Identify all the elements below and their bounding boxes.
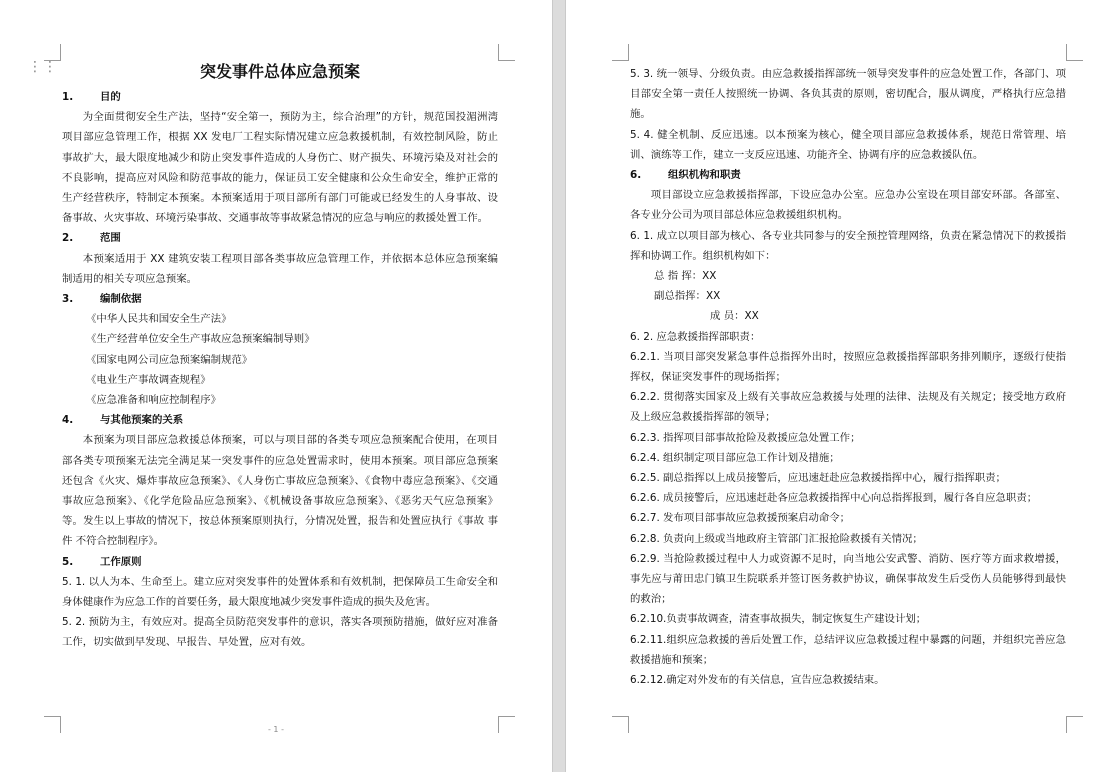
page-margin-corner [1066,44,1083,61]
duty-item: 6.2.10.负责事故调查，清查事故损失，制定恢复生产建设计划； [630,613,927,626]
section-heading: 2. 范围 [62,232,121,245]
org-deputy: 副总指挥：XX [654,290,721,303]
list-item: 《应急准备和响应控制程序》 [86,394,222,407]
document-page-1 [0,0,552,772]
duty-item: 6.2.9. 当抢险救援过程中人力或资源不足时，向当地公安武警、消防、医疗等方面求救增援，事先应与莆田忠门镇卫生院联系并签订医务救护协议，确保事故发生后受伤人员能够得到最快的救治； [630,552,1066,606]
section-heading: 4. 与其他预案的关系 [62,414,184,427]
page-margin-corner [498,44,515,61]
duty-item: 6.2.4. 组织制定项目部应急工作计划及措施； [630,451,840,464]
page-margin-corner [612,44,629,61]
section-heading: 6. 组织机构和职责 [630,169,741,182]
section-heading: 3. 编制依据 [62,293,142,306]
duty-item: 6.2.11.组织应急救援的善后处置工作，总结评议应急救援过程中暴露的问题，并组织完善应急救援措施和预案； [630,633,1066,666]
org-commander: 总 指 挥：XX [654,270,717,283]
list-item: 《中华人民共和国安全生产法》 [86,313,232,326]
page-2-body [630,64,1066,690]
list-item: 《国家电网公司应急预案编制规范》 [86,353,253,366]
org-members: 成 员：XX [710,310,759,323]
paragraph: 5. 3. 统一领导、分级负责。由应急救援指挥部统一领导突发事件的应急处置工作，各部门、项目部安全第一责任人按照统一协调、各负其责的原则，密切配合，服从调度，严格执行应急措施。 [630,68,1066,121]
page-margin-corner [612,716,629,733]
section-heading: 1. 目的 [62,91,121,103]
section-heading: 5. 工作原则 [62,555,142,568]
duty-item: 6.2.6. 成员接警后，应迅速赶赴各应急救援指挥中心向总指挥报到，履行各自应急职责； [630,492,1038,505]
page-1-body [62,60,498,653]
page-margin-corner [1066,716,1083,733]
paragraph: 本预案适用于 XX 建筑安装工程项目部各类事故应急管理工作，并依据本总体应急预案编制适用的相关专项应急预案。 [62,252,498,285]
paragraph: 5. 1. 以人为本、生命至上。建立应对突发事件的处置体系和有效机制，把保障员工生命安全和身体健康作为应急工作的首要任务，最大限度地减少突发事件造成的损失及危害。 [62,575,498,609]
page-margin-corner [498,716,515,733]
duty-item: 6.2.2. 贯彻落实国家及上级有关事故应急救援与处理的法律、法规及有关规定；接受地方政府及上级应急救援指挥部的领导； [630,391,1066,424]
drag-handle-icon[interactable]: ⋮⋮ [28,59,58,75]
duty-item: 6.2.7. 发布项目部事故应急救援预案启动命令； [630,512,851,525]
duty-item: 6.2.1. 当项目部突发紧急事件总指挥外出时，按照应急救援指挥部职务排列顺序，逐级行使指挥权，保证突发事件的现场指挥； [630,350,1066,384]
document-page-2 [566,0,1111,772]
paragraph: 项目部设立应急救援指挥部，下设应急办公室。应急办公室设在项目部安环部。各部室、各专业分公司为项目部总体应急救援组织机构。 [630,189,1066,222]
paragraph: 5. 2. 预防为主，有效应对。提高全员防范突发事件的意识，落实各项预防措施，做好应对准备工作，切实做到早发现、早报告、早处置，应对有效。 [62,616,498,649]
duty-item: 6.2.3. 指挥项目部事故抢险及救援应急处置工作； [630,431,861,444]
page-margin-corner [44,716,61,733]
page-number: - 1 - [268,725,284,734]
list-item: 《生产经营单位安全生产事故应急预案编制导则》 [86,333,315,346]
paragraph: 5. 4. 健全机制、反应迅速。以本预案为核心，健全项目部应急救援体系，规范日常管理、培训、演练等工作，建立一支反应迅速、功能齐全、协调有序的应急救援队伍。 [630,128,1066,161]
document-title: 突发事件总体应急预案 [199,62,360,81]
duty-item: 6.2.5. 副总指挥以上成员接警后，应迅速赶赴应急救援指挥中心，履行指挥职责； [630,472,1006,485]
paragraph: 6. 2. 应急救援指挥部职责： [630,330,761,343]
page-separator [552,0,566,772]
duty-item: 6.2.12.确定对外发布的有关信息，宣告应急救援结束。 [630,674,885,687]
list-item: 《电业生产事故调查规程》 [86,373,211,386]
paragraph: 为全面贯彻安全生产法，坚持“安全第一，预防为主，综合治理”的方针，规范国投湄洲湾项目部应急管理工作，根据 XX 发电厂工程实际情况建立应急救援机制，有效控制风险，防止事故扩大，最大限度地减少和防止突发事件造成的人身伤亡、财产损失、环境污染及对社会的不良影响，提高应对风险和防范事故的能力，保证员工安全健康和公众生命安全，维护正常的生产经营秩序，特制定本预案。本预案适用于项目部所有部门可能或已经发生的人身事故、设备事故、火灾事故、环境污染事故、交通事故等事故紧急情况的应急与响应的救援处置工作。 [62,111,498,225]
paragraph: 本预案为项目部应急救援总体预案，可以与项目部的各类专项应急预案配合使用，在项目部各类专项预案无法完全满足某一突发事件的应急处置需求时，使用本预案。项目部应急预案还包含《火灾、爆炸事故应急预案》、《人身伤亡事故应急预案》、《食物中毒应急预案》、《交通事故应急预案》、《化学危险品应急预案》、《机械设备事故应急预案》、《恶劣天气应急预案》等。发生以上事故的情况下，按总体预案原则执行，分情况处置，报告和处置应执行《事故 事件 不符合控制程序》。 [62,434,498,548]
paragraph: 6. 1. 成立以项目部为核心、各专业共同参与的安全预控管理网络，负责在紧急情况下的救援指挥和协调工作。组织机构如下： [630,229,1066,262]
duty-item: 6.2.8. 负责向上级或当地政府主管部门汇报抢险救援有关情况； [630,532,923,545]
